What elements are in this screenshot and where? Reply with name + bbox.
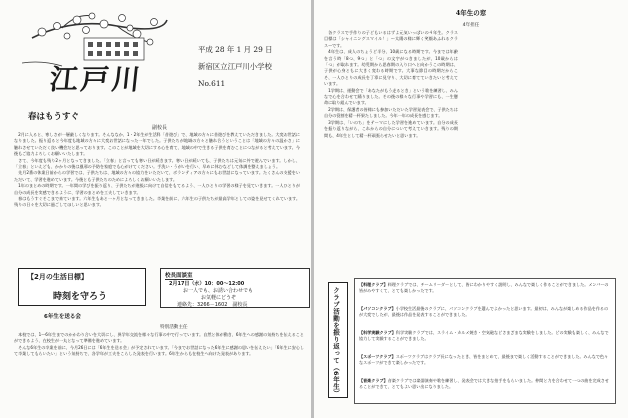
paragraph: 2月に入ると、寒しさが一層厳しくなります。そんななか、1・2年生が生活科「昔遊び」で、地域の方々に昔遊びを教えていただきました。大変お世話になりました。振り返ると今年度も地域の方々に大変お世話になった一年でした。子供たちが地域の方々と触れ合うということは「地域の方々の温かさ」に触れさせていただく良い機会だと思っております。このことが地域を大切にする心を育て、地域の中で生きる子供を育むことにつながると考えています。今後もご協力よろしくお願いいたします。 bbox=[14, 132, 300, 157]
grade4-body bbox=[324, 30, 458, 274]
newsletter-page-right bbox=[314, 0, 628, 418]
club-item bbox=[359, 282, 611, 295]
consultation-date: 2月17日（水）10：00～12:00 bbox=[169, 281, 245, 287]
monthly-goal-box bbox=[18, 268, 146, 306]
consultation-invite: お一人でも、お誘い合わせでも bbox=[183, 288, 254, 294]
masthead bbox=[22, 8, 172, 108]
club-text: 科学実験クラブでは、スライム・カルメ焼き・空気砲などさまざまな実験をしました。どの実験も楽しく、みんなで協力して実験することができました。 bbox=[359, 330, 609, 342]
club-text: 小学校生活最後のクラブに、パソコンクラブを選んでよかったと思います。最初は、みんなが楽しめる作品を作るのが大変でしたが、最後は作品を発表することができました。 bbox=[359, 306, 609, 318]
paragraph: 1学期は、運動会で「あなたがもう走るとき」という歌を練習し、みんなで心を合わせて踊りました。その後の様々な行事や学習にも、一生懸命に取り組んでいます。 bbox=[324, 87, 458, 106]
club-name: 【スポーツクラブ】 bbox=[359, 354, 396, 359]
paragraph: 本校では、1～6年生までのかかわり合いを大切にし、異学年交流を様々な行事の中で行っています。自然と体が動き、6年生への感謝の気持ちを伝えることができるよう、在校生が一丸となって準備を進めています。 bbox=[14, 332, 304, 344]
consultation-title: 校長面談室 bbox=[165, 273, 193, 279]
lead-article-byline: 副校長 bbox=[152, 125, 168, 131]
club-section-label bbox=[328, 282, 348, 398]
consultation-contact: 連絡先：3266－1602 副校長 bbox=[177, 302, 248, 308]
club-text: スポーツクラブはクラブ長になったとき、皆をまとめて、最後まで楽しく活動することができました。みんなで色々なスポーツができて楽しかったです。 bbox=[359, 354, 609, 366]
consultation-notice bbox=[160, 268, 310, 308]
grade4-section-byline: 4年担任 bbox=[462, 23, 480, 28]
paragraph: 3学期は、「いのち」をテーマにした学習を進めています。自分の成長を振り返りながら、これからの自分について考えていきます。残りの期間も、4年生として精一杯頑張らせたいと思います。 bbox=[324, 119, 458, 138]
monthly-goal: 時刻を守ろう bbox=[53, 292, 108, 302]
grade6-article-body bbox=[14, 332, 304, 412]
club-name: 【料理クラブ】 bbox=[359, 282, 388, 287]
grade4-section-title: 4年生の窓 bbox=[455, 9, 487, 17]
paragraph: 春はもうすぐそこまで来ています。六年生もあと一ヶ月となってきました。卒業を前に、六年生の子供たちが最高学年としての姿を見せてくれています。残りの日々を大切に過ごしてほしいと思います。 bbox=[14, 196, 300, 208]
masthead-title: 江戸川 bbox=[48, 63, 145, 96]
issue-date: 平成 28 年 1 月 29 日 bbox=[198, 45, 273, 54]
lead-article-body bbox=[14, 132, 300, 262]
paragraph: 先月2番の休業日前からの学習では、子供たちは、地域の方々の協力をいただいて、ボランティアの方々にもお世話になっています。たくさんの支援をいただいて、学習を進めています。今後とも子供たちのためによろしくお願いいたします。 bbox=[14, 170, 300, 182]
issue-number: No.611 bbox=[198, 79, 226, 88]
paragraph: 各クラスで手作りの子どもいるはずよ元気いっぱいの４年生。クラス目標は「シャイニングスマイル！」～太陽の様に輝く笑顔あふれるクラス～です。 bbox=[324, 30, 458, 48]
lead-article-title: 春はもうすぐ bbox=[28, 112, 80, 122]
club-text: 料理クラブでは、チームリーダーとして、皆にわかりやすく説明し、みんなで楽しく作ることができました。メンバーの皆がみやすくて、とても楽しかったです。 bbox=[359, 282, 609, 294]
paragraph: 2学期は、保護者の皆様にも参加いただいた学習発表会で、子供たちは自分の役割を精一杯果たしました。今年一年の成長を感じます。 bbox=[324, 106, 458, 119]
newsletter-page-left bbox=[0, 0, 312, 418]
grade6-article-title: 6年生を送る会 bbox=[44, 314, 81, 320]
club-section-label-text: クラブ活動を振り返って（6年生） bbox=[332, 287, 340, 398]
club-name: 【科学実験クラブ】 bbox=[359, 330, 396, 335]
club-item bbox=[359, 306, 611, 319]
club-text: 音楽クラブでは楽器演奏や歌を練習し、発表会では大きな拍手をもらいました。仲間と力を合わせて一つの曲を完成させることができて、とてもよい思い出になりました。 bbox=[359, 378, 609, 390]
paragraph: 4年生は、成人のちょうど半分、10歳になる時期です。今までは年齢を言う時「8つ、9つ」と「つ」の文字がつきましたが、10歳からは「つ」が取れます。幼児期から思春期の入り口へと向かうこの時期は、子供が心身ともに大きく変わる時期です。大事な節目の時期だからこそ、一人ひとりの成長を丁寧に見守り、大切に育てていきたいと考えています。 bbox=[324, 49, 458, 87]
paragraph: そんな6年生の卒業を前に、今月26日には「6年生を送る会」が予定されています。「今までお世話になった6年生に感謝の思いを伝えたい」「6年生に安心して卒業してもらいたい」という気持ちで、各学年が工夫をこらした発表を行います。6年生からも在校生へ向けた発表があります。 bbox=[14, 344, 304, 357]
club-name: 【音楽クラブ】 bbox=[359, 378, 388, 383]
club-item bbox=[359, 354, 611, 367]
paragraph: 1年のまとめの時期です。一年間の学びを振り返り、子供たちが進級に向けて自信をもてるよう、一人ひとりの学習の様子を見ていきます。一人ひとりが自分の成長を実感できるように、学習のまとめを工夫していきます。 bbox=[14, 183, 300, 195]
consultation-welcome: お気軽にどうぞ bbox=[201, 295, 237, 301]
club-item bbox=[359, 330, 611, 343]
club-name: 【パソコンクラブ】 bbox=[359, 306, 396, 311]
club-reflections bbox=[354, 278, 616, 404]
issue-info bbox=[198, 44, 273, 89]
grade6-article-byline: 特別活動主任 bbox=[160, 325, 188, 330]
paragraph: さて、今年度も残り2ヶ月となってきました。「立春」と言っても寒い日が続きます。寒い日が続いても、子供たちは元気に外で遊んでいます。しかし、「立春」といえども、かかりの後は風邪の予防を家庭でも心がけてください。手洗い・うがいを行い、早めに休むなどして体調を整えましょう。 bbox=[14, 157, 300, 170]
monthly-goal-title: 【2月の生活目標】 bbox=[27, 273, 88, 281]
school-name: 新宿区立江戸川小学校 bbox=[198, 62, 272, 71]
club-item bbox=[359, 378, 611, 391]
